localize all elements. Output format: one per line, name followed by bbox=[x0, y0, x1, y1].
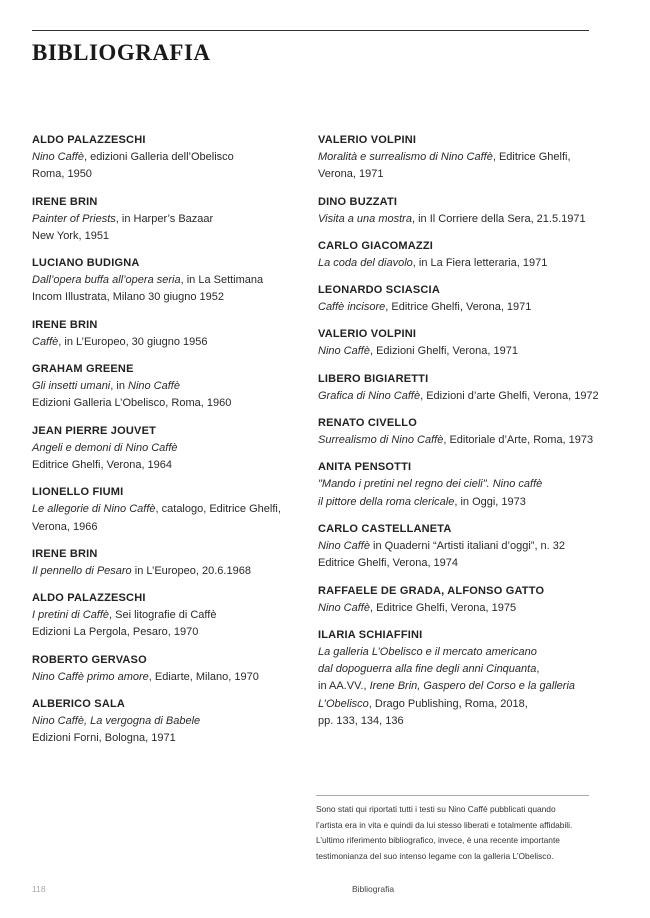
reference-text: in L’Europeo, 20.6.1968 bbox=[131, 564, 251, 577]
entry-reference-line bbox=[32, 730, 302, 747]
reference-text: Verona, 1971 bbox=[318, 168, 384, 181]
bibliography-entry bbox=[32, 194, 302, 246]
reference-title: Nino Caffè bbox=[32, 151, 84, 163]
reference-text: Editrice Ghelfi, Verona, 1974 bbox=[318, 557, 459, 570]
note-rule bbox=[316, 795, 589, 796]
entry-author: CARLO GIACOMAZZI bbox=[318, 239, 434, 252]
reference-text: New York, 1951 bbox=[32, 229, 110, 242]
entry-reference-line bbox=[32, 272, 302, 289]
entry-reference-line bbox=[318, 211, 603, 228]
reference-title: Painter of Priests bbox=[32, 212, 116, 225]
entry-reference-line bbox=[318, 299, 603, 316]
reference-text: pp. 133, 134, 136 bbox=[318, 715, 404, 728]
reference-text: in Quaderni “Artisti italiani d’oggi”, n. 32 bbox=[369, 539, 566, 552]
running-head: Bibliografia bbox=[352, 884, 395, 894]
entry-reference-line bbox=[318, 713, 603, 730]
bibliography-entry bbox=[32, 423, 302, 475]
reference-text: , Sei litografie di Caffè bbox=[109, 609, 217, 622]
entry-reference-line bbox=[32, 713, 302, 730]
reference-title: Dall’opera buffa all’opera seria bbox=[32, 274, 181, 287]
bibliography-entry bbox=[318, 415, 603, 449]
reference-title: "Mando i pretini nel regno dei cieli". Nino caffè bbox=[318, 478, 543, 491]
reference-text: in AA.VV., bbox=[318, 680, 370, 693]
reference-text: Edizioni Forni, Bologna, 1971 bbox=[32, 732, 176, 745]
reference-title: dal dopoguerra alla fine degli anni Cinquanta bbox=[318, 663, 537, 676]
reference-title: Surrealismo di Nino Caffè bbox=[318, 434, 444, 447]
entry-author: ALDO PALAZZESCHI bbox=[32, 592, 146, 605]
entry-author: LEONARDO SCIASCIA bbox=[318, 284, 440, 297]
entry-reference-line bbox=[32, 501, 302, 518]
bibliography-entry bbox=[32, 590, 302, 642]
reference-title: Nino Caffè bbox=[318, 345, 370, 358]
entry-reference-line bbox=[32, 457, 302, 474]
entry-reference-line bbox=[32, 440, 302, 457]
reference-text: Edizioni Galleria L’Obelisco, Roma, 1960 bbox=[32, 397, 232, 410]
bibliography-entry bbox=[32, 361, 302, 413]
reference-title: Caffè bbox=[32, 335, 59, 348]
reference-title: Le allegorie di Nino Caffè bbox=[32, 503, 156, 516]
entry-author: IRENE BRIN bbox=[32, 547, 98, 560]
reference-text: , Drago Publishing, Roma, 2018, bbox=[368, 697, 528, 710]
reference-title: Nino Caffè, La vergogna di Babele bbox=[32, 715, 201, 728]
bibliography-entry bbox=[318, 371, 603, 405]
reference-text: , Edizioni d’arte Ghelfi, Verona, 1972 bbox=[420, 389, 599, 402]
entry-reference-line bbox=[318, 661, 603, 678]
reference-title: I pretini di Caffè bbox=[32, 609, 110, 622]
reference-title: Il pennello di Pesaro bbox=[32, 564, 132, 577]
reference-text: , Ediarte, Milano, 1970 bbox=[148, 670, 259, 683]
entry-author: RAFFAELE DE GRADA, ALFONSO GATTO bbox=[318, 584, 545, 597]
reference-text: , Editrice Ghelfi, Verona, 1975 bbox=[369, 601, 517, 614]
entry-author: ANITA PENSOTTI bbox=[318, 461, 412, 474]
entry-reference-line bbox=[318, 343, 603, 360]
reference-text: , edizioni Galleria dell’Obelisco bbox=[83, 151, 234, 163]
reference-title: La galleria L’Obelisco e il mercato americano bbox=[318, 645, 537, 658]
entry-reference-line bbox=[318, 432, 603, 449]
entry-author: ROBERTO GERVASO bbox=[32, 653, 147, 666]
entry-reference-line bbox=[318, 388, 603, 405]
bibliography-entry bbox=[318, 459, 603, 511]
entry-reference-line bbox=[318, 696, 603, 713]
entry-author: LIONELLO FIUMI bbox=[32, 486, 124, 499]
reference-text: Verona, 1966 bbox=[32, 520, 98, 533]
entry-reference-line bbox=[32, 624, 302, 641]
entry-reference-line bbox=[32, 669, 302, 686]
footnote bbox=[316, 802, 591, 865]
entry-reference-line bbox=[318, 678, 603, 695]
entry-reference-line bbox=[318, 600, 603, 617]
entry-author: DINO BUZZATI bbox=[318, 195, 398, 208]
bibliography-entry bbox=[318, 583, 603, 617]
reference-text: Editrice Ghelfi, Verona, 1964 bbox=[32, 458, 173, 471]
reference-title: Grafica di Nino Caffè bbox=[318, 389, 421, 402]
entry-reference-line bbox=[32, 228, 302, 245]
entry-reference-line bbox=[32, 519, 302, 536]
reference-text: , in Harper’s Bazaar bbox=[115, 212, 214, 225]
entry-author: IRENE BRIN bbox=[32, 318, 98, 331]
entry-reference-line bbox=[32, 563, 302, 580]
reference-title: L’Obelisco bbox=[318, 697, 369, 710]
bibliography-entry bbox=[318, 194, 603, 228]
entry-reference-line bbox=[318, 555, 603, 572]
reference-text: , Editrice Ghelfi, Verona, 1971 bbox=[385, 301, 532, 314]
entry-author: VALERIO VOLPINI bbox=[318, 134, 417, 146]
footnote-line: L’ultimo riferimento bibliografico, invece, è una recente importante bbox=[316, 835, 560, 846]
reference-text: , in Il Corriere della Sera, 21.5.1971 bbox=[411, 212, 586, 225]
reference-title: Nino Caffè primo amore bbox=[32, 670, 149, 683]
entry-reference-line bbox=[32, 149, 302, 166]
reference-title: La coda del diavolo bbox=[318, 256, 413, 269]
entry-reference-line bbox=[32, 334, 302, 351]
bibliography-entry bbox=[318, 326, 603, 360]
reference-title: Nino Caffè bbox=[128, 380, 180, 393]
entry-reference-line bbox=[318, 476, 603, 493]
entry-reference-line bbox=[318, 166, 603, 183]
bibliography-entry bbox=[32, 317, 302, 351]
entry-reference-line bbox=[318, 538, 603, 555]
entry-author: ILARIA SCHIAFFINI bbox=[318, 628, 423, 641]
bibliography-column-left bbox=[32, 132, 302, 758]
reference-title: Nino Caffè bbox=[318, 601, 370, 614]
entry-author: RENATO CIVELLO bbox=[318, 417, 417, 430]
bibliography-entry bbox=[318, 627, 603, 730]
reference-text: , Editoriale d’Arte, Roma, 1973 bbox=[443, 434, 594, 447]
entry-author: VALERIO VOLPINI bbox=[318, 328, 417, 341]
entry-reference-line bbox=[32, 378, 302, 395]
entry-author: JEAN PIERRE JOUVET bbox=[32, 424, 157, 437]
reference-text: Edizioni La Pergola, Pesaro, 1970 bbox=[32, 626, 199, 639]
reference-text: , in L’Europeo, 30 giugno 1956 bbox=[58, 335, 208, 348]
entry-reference-line bbox=[32, 166, 302, 183]
reference-text: , Editrice Ghelfi, bbox=[492, 151, 571, 163]
bibliography-entry bbox=[318, 282, 603, 316]
reference-title: Angeli e demoni di Nino Caffè bbox=[32, 441, 178, 454]
reference-title: Visita a una mostra bbox=[318, 212, 412, 225]
bibliography-entry bbox=[32, 546, 302, 580]
entry-author: LIBERO BIGIARETTI bbox=[318, 372, 429, 385]
reference-title: Nino Caffè bbox=[318, 539, 370, 552]
bibliography-entry bbox=[32, 652, 302, 686]
entry-reference-line bbox=[318, 644, 603, 661]
reference-title: Gli insetti umani bbox=[32, 380, 111, 393]
entry-reference-line bbox=[32, 395, 302, 412]
footnote-line: l’artista era in vita e quindi da lui stesso liberati e totalmente affidabili. bbox=[316, 819, 573, 830]
footnote-line: testimonianza del suo intenso legame con la galleria L’Obelisco. bbox=[316, 851, 554, 862]
bibliography-column-right bbox=[318, 132, 603, 740]
bibliography-entry bbox=[32, 255, 302, 307]
entry-reference-line bbox=[32, 211, 302, 228]
entry-reference-line bbox=[318, 255, 603, 272]
reference-title: Caffè incisore bbox=[318, 301, 386, 314]
reference-text: , in Oggi, 1973 bbox=[454, 495, 526, 508]
entry-author: CARLO CASTELLANETA bbox=[318, 522, 452, 535]
bibliography-entry bbox=[318, 132, 603, 184]
page-title: BIBLIOGRAFIA bbox=[32, 40, 211, 65]
reference-text: Roma, 1950 bbox=[32, 168, 92, 181]
entry-author: IRENE BRIN bbox=[32, 195, 98, 208]
reference-text: Incom Illustrata, Milano 30 giugno 1952 bbox=[32, 291, 225, 304]
reference-text: , in La Fiera letteraria, 1971 bbox=[412, 256, 548, 269]
bibliography-entry bbox=[32, 484, 302, 536]
reference-title: il pittore della roma clericale bbox=[318, 495, 455, 508]
bibliography-entry bbox=[318, 238, 603, 272]
entry-reference-line bbox=[318, 149, 603, 166]
entry-reference-line bbox=[318, 494, 603, 511]
reference-text: , bbox=[536, 663, 540, 676]
entry-reference-line bbox=[32, 607, 302, 624]
reference-text: , catalogo, Editrice Ghelfi, bbox=[155, 503, 281, 516]
entry-author: LUCIANO BUDIGNA bbox=[32, 257, 140, 270]
reference-text: , in bbox=[110, 380, 128, 393]
entry-author: GRAHAM GREENE bbox=[32, 363, 134, 376]
bibliography-entry bbox=[32, 132, 302, 184]
entry-author: ALBERICO SALA bbox=[32, 698, 126, 711]
entry-author: ALDO PALAZZESCHI bbox=[32, 134, 146, 146]
reference-text: , Edizioni Ghelfi, Verona, 1971 bbox=[369, 345, 518, 358]
reference-title: Irene Brin, Gaspero del Corso e la galleria bbox=[369, 680, 576, 693]
bibliography-entry bbox=[32, 696, 302, 748]
bibliography-entry bbox=[318, 521, 603, 573]
page-number: 118 bbox=[32, 884, 46, 894]
top-rule bbox=[32, 30, 589, 31]
reference-title: Moralità e surrealismo di Nino Caffè bbox=[318, 151, 493, 163]
entry-reference-line bbox=[32, 289, 302, 306]
reference-text: , in La Settimana bbox=[180, 274, 264, 287]
footnote-line: Sono stati qui riportati tutti i testi su Nino Caffè pubblicati quando bbox=[316, 804, 556, 814]
